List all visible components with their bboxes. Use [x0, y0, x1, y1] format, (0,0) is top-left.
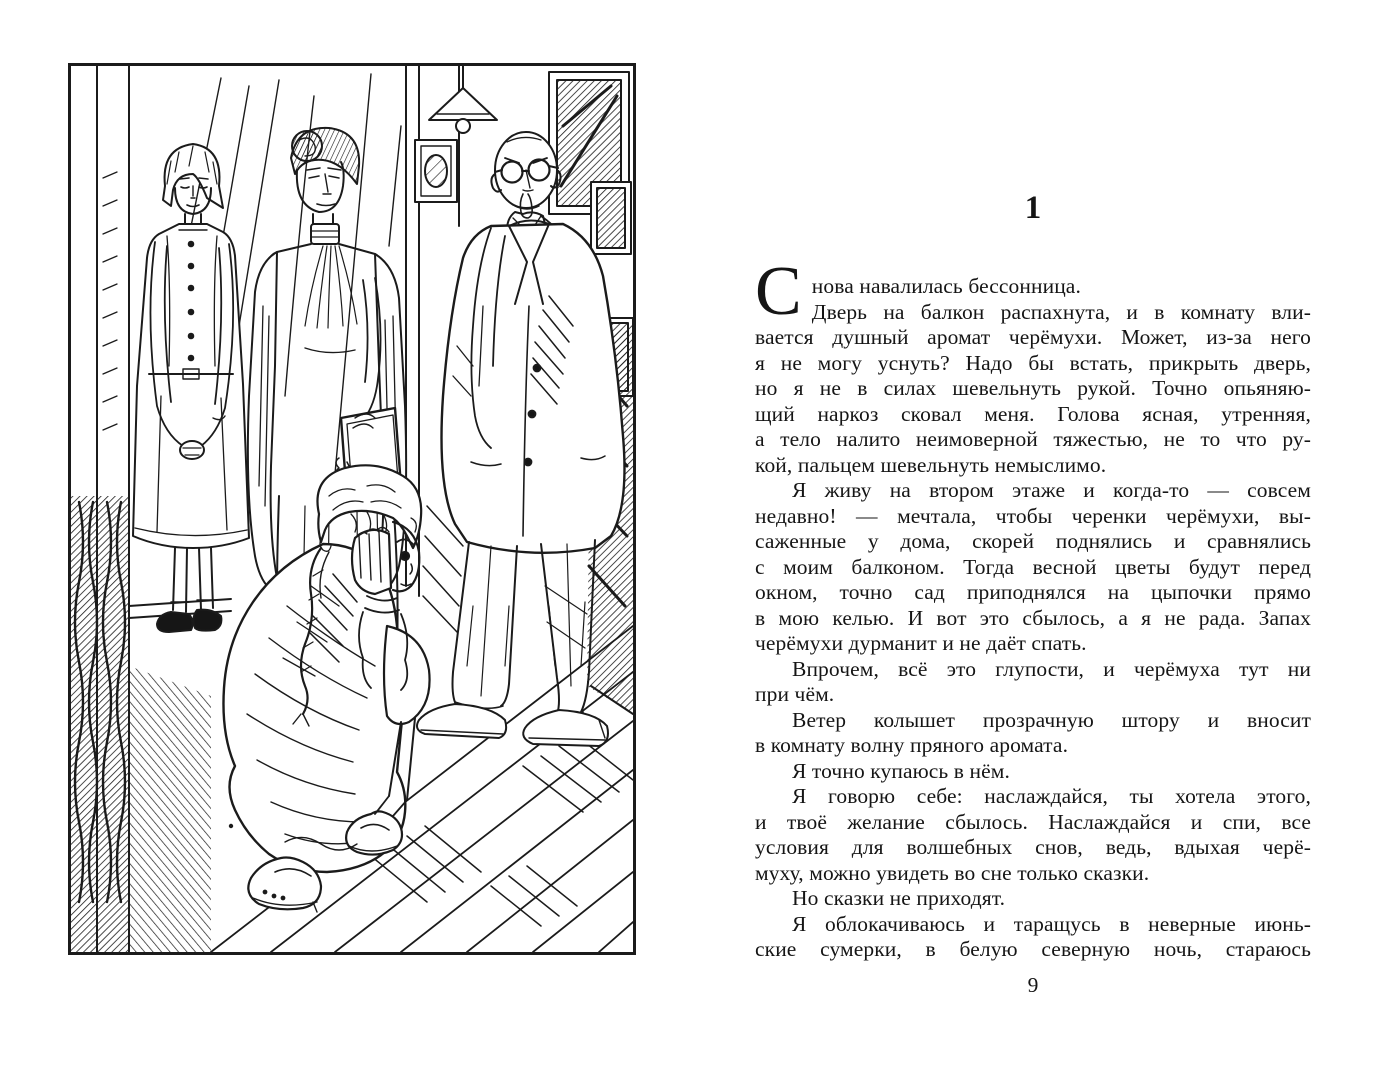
- text-line: условия для волшебных снов, ведь, вдыхая черё-: [755, 835, 1311, 859]
- figure-standing-girl: [133, 144, 249, 632]
- book-illustration: [68, 63, 636, 955]
- text-line: Впрочем, всё это глупости, и черёмуха тут ни: [792, 656, 1311, 681]
- text-line: я не могу уснуть? Надо бы встать, прикрыть дверь,: [755, 350, 1311, 375]
- chapter-number: 1: [1024, 190, 1042, 226]
- body-text: [755, 253, 1311, 963]
- dark-column-left: [71, 496, 211, 952]
- text-line: при чём.: [755, 682, 835, 706]
- text-line: кой, пальцем шевельнуть немыслимо.: [755, 452, 1107, 477]
- ceiling-lamp: [429, 66, 497, 133]
- page-number: 9: [1027, 973, 1039, 997]
- text-line: с моим балконом. Тогда весной цветы будут перед: [755, 554, 1311, 579]
- text-line: Я живу на втором этаже и когда-то — совсем: [792, 478, 1311, 502]
- text-line: а тело налито неимоверной тяжестью, не то что ру-: [755, 427, 1311, 451]
- text-line: ские сумерки, в белую северную ночь, стараюсь: [755, 937, 1311, 961]
- text-line: недавно! — мечтала, чтобы черенки черёмухи, вы-: [755, 503, 1311, 528]
- text-line: нова навалилась бессонница.: [811, 274, 1081, 298]
- text-line: Но сказки не приходят.: [792, 886, 1006, 910]
- text-line: вается душный аромат черёмухи. Может, из-за него: [755, 325, 1311, 349]
- text-line: черёмухи дурманит и не даёт спать.: [755, 631, 1087, 655]
- book-illustration-svg: [71, 66, 633, 952]
- text-line: саженные у дома, скорей поднялись и сравнялись: [755, 529, 1311, 553]
- text-page: [755, 0, 1311, 1080]
- text-line: но я не в силах шевельнуть рукой. Точно опьяняю-: [755, 376, 1311, 400]
- text-line: и твоё желание сбылось. Наслаждайся и спи, все: [755, 809, 1311, 834]
- text-line: в мою келью. И вот это сбылось, а я не рада. Запах: [755, 605, 1311, 630]
- text-line: Я точно купаюсь в нём.: [792, 758, 1010, 783]
- text-line: Я говорю себе: наслаждайся, ты хотела этого,: [792, 784, 1311, 808]
- text-line: Дверь на балкон распахнута, и в комнату вли-: [811, 299, 1311, 324]
- text-line: в комнату волну пряного аромата.: [755, 733, 1069, 757]
- text-line: Я облокачиваюсь и таращусь в неверные июнь-: [792, 911, 1311, 936]
- text-line: Ветер колышет прозрачную штору и вносит: [792, 707, 1311, 732]
- drop-cap: С: [755, 253, 802, 330]
- text-line: щий наркоз сковал меня. Голова ясная, утренняя,: [755, 401, 1311, 426]
- text-line: окном, точно сад приподнялся на цыпочки прямо: [755, 580, 1311, 604]
- text-line: муху, можно увидеть во сне только сказки.: [755, 860, 1150, 885]
